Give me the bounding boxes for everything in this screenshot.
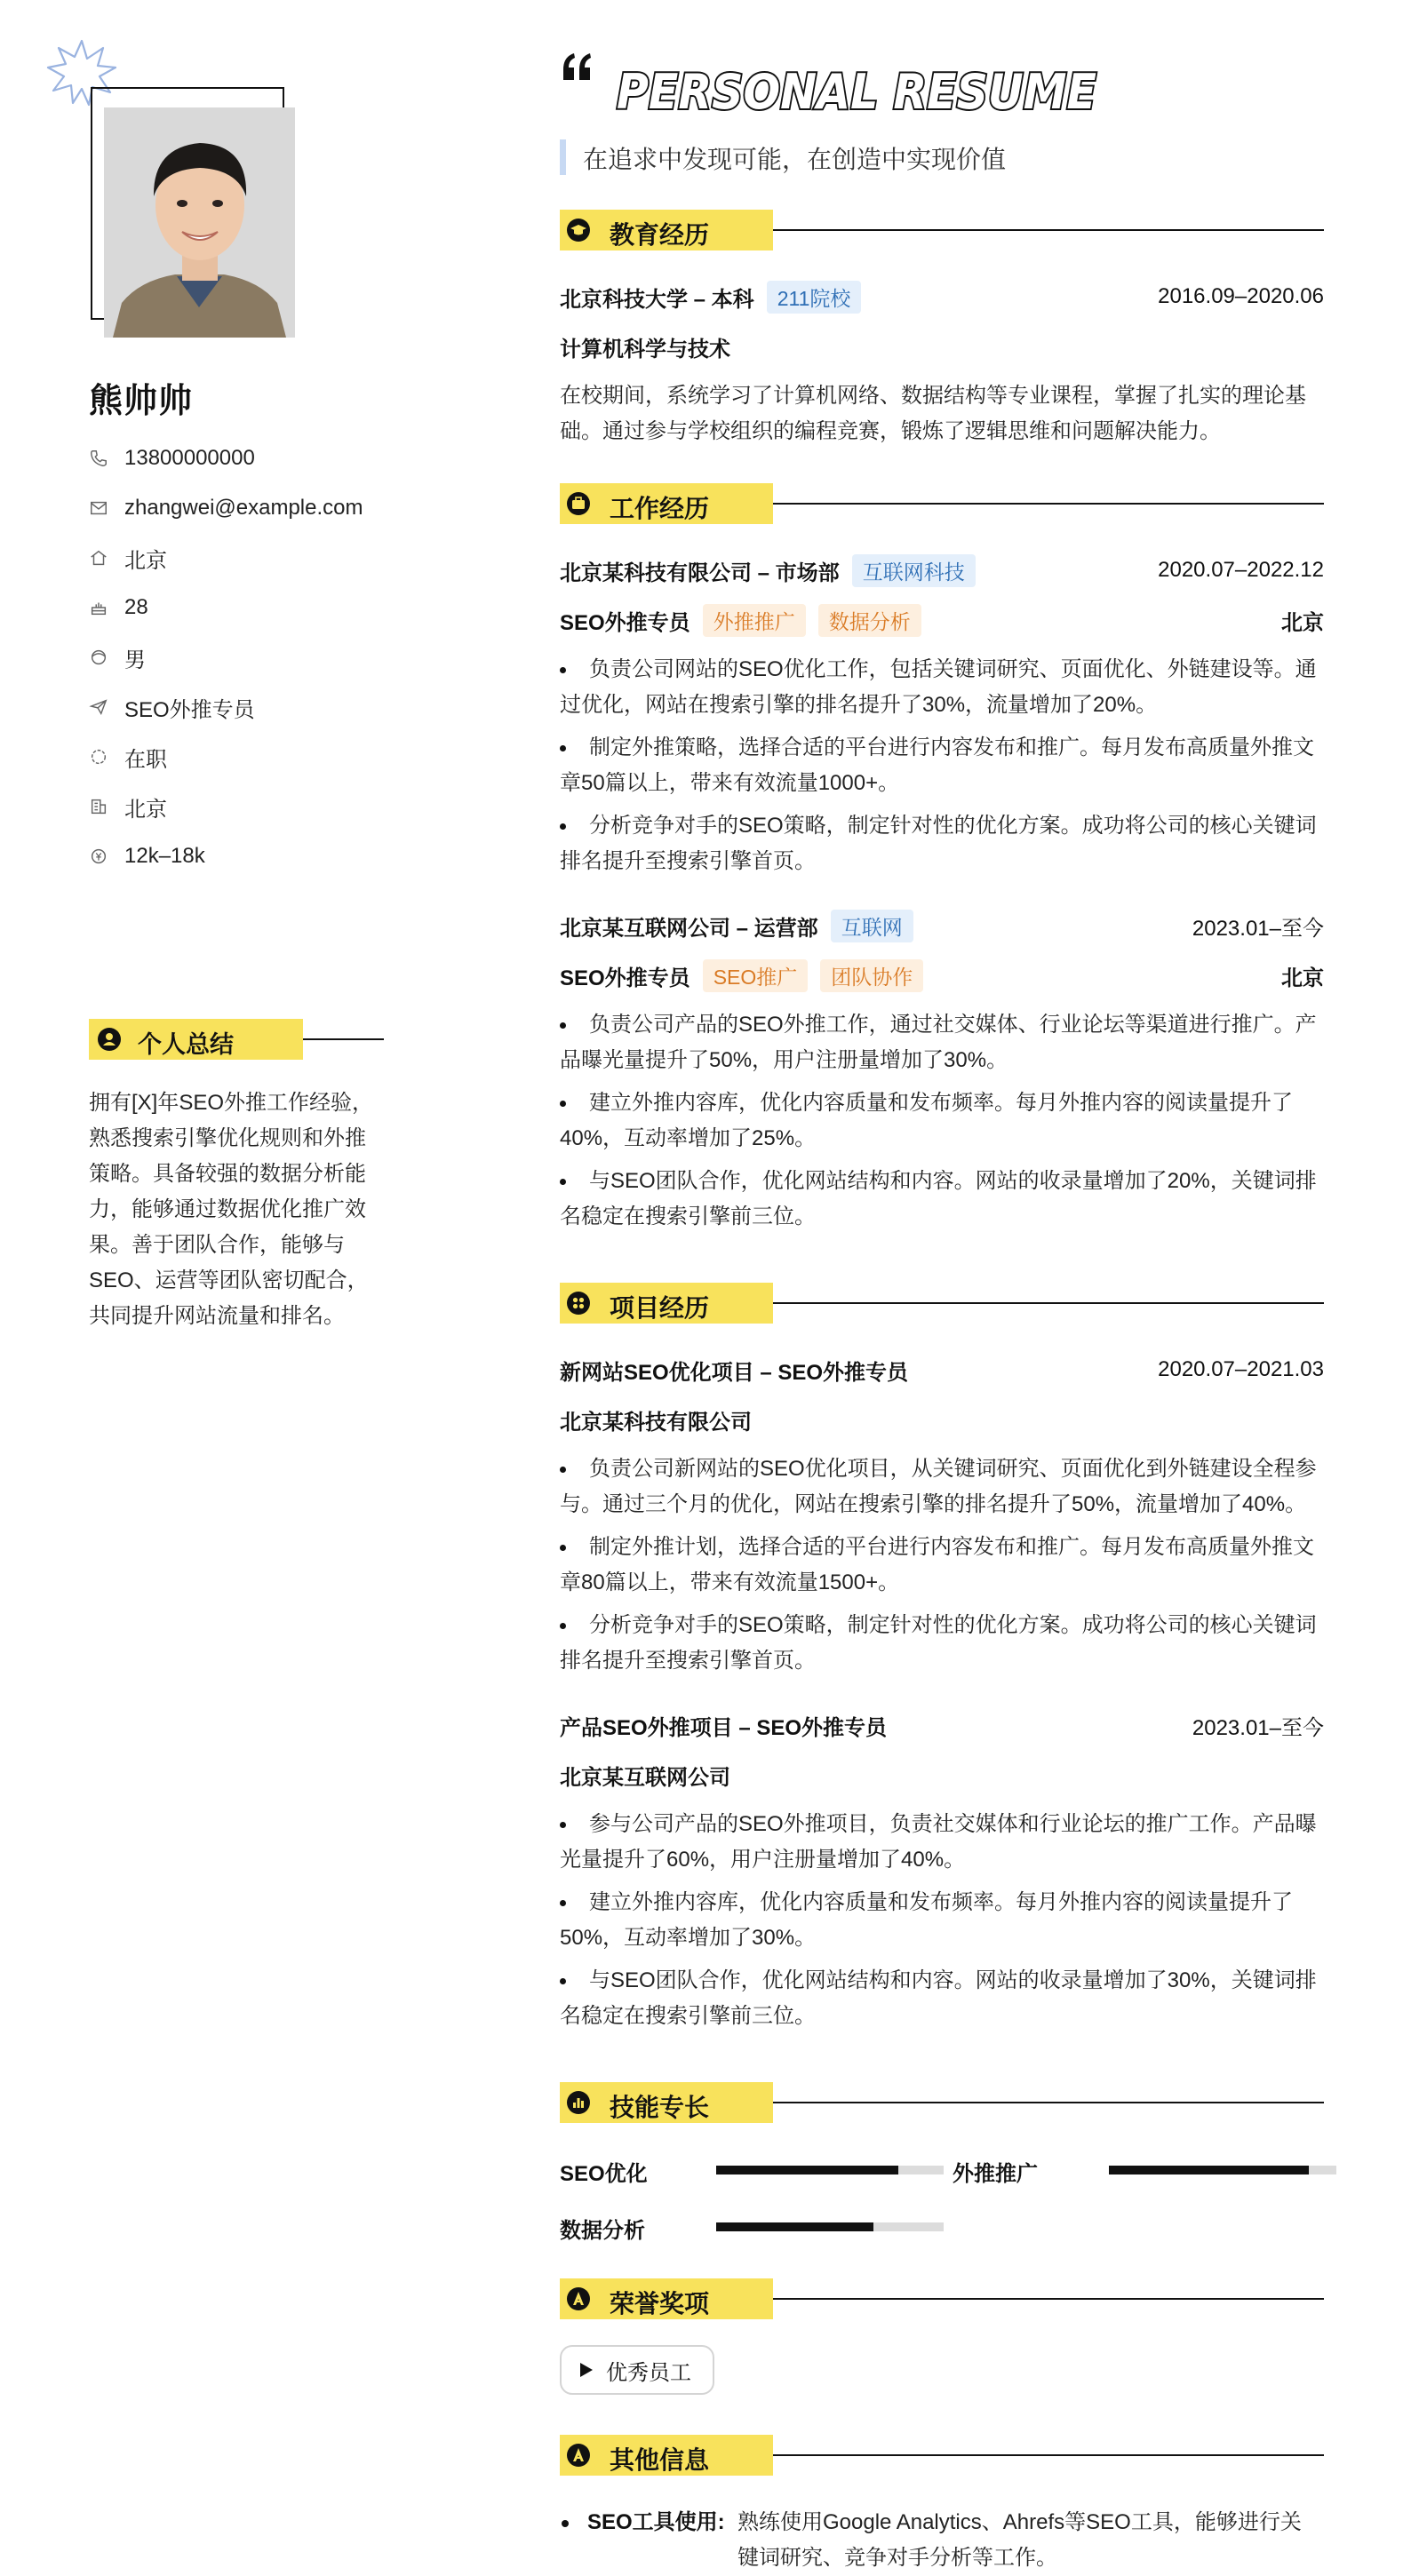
education-desc (560, 378, 1324, 449)
skill-bar-fill (716, 2222, 873, 2231)
user-icon (98, 1028, 121, 1051)
summary-line: SEO、运营等团队密切配合， (89, 1268, 369, 1292)
summary-line: 熟悉搜索引擎优化规则和外推 (89, 1126, 366, 1150)
awards-title: 荣誉奖项 (610, 2290, 710, 2318)
candidate-name: 熊帅帅 (89, 383, 194, 420)
project-org: 北京某科技有限公司 (560, 1410, 752, 1435)
skill-bar-track (1109, 2166, 1336, 2174)
other-value-line: 键词研究、竞争对手分析等工作。 (737, 2546, 1057, 2570)
skill-bar-fill (1109, 2166, 1309, 2174)
other-section-header (560, 2435, 1324, 2476)
work-title: 工作经历 (610, 495, 710, 522)
info-value: 在职 (124, 747, 167, 772)
work-section-header (560, 483, 1324, 524)
summary-line: 果。善于团队合作，能够与 (89, 1233, 345, 1257)
bar-chart-icon (567, 2091, 590, 2114)
info-value: 28 (124, 595, 148, 619)
bullet-dot (560, 745, 566, 751)
job-header-row (560, 908, 1324, 943)
bullet-line: 与SEO团队合作，优化网站结构和内容。网站的收录量增加了30%，关键词排 (589, 1968, 1317, 1992)
skills-section-header (560, 2082, 1324, 2123)
awards-section-header (560, 2278, 1324, 2319)
section-header-line (773, 2298, 1324, 2300)
projects-title: 项目经历 (610, 1294, 710, 1322)
bullet-dot (560, 1822, 566, 1828)
bullet-line: 排名提升至搜索引擎首页。 (560, 849, 816, 873)
bullet-dot (560, 1978, 566, 1984)
job-city: 北京 (1281, 966, 1324, 990)
bullet-dot (560, 1179, 566, 1185)
status-icon (89, 747, 108, 767)
tagline-bar (560, 139, 566, 175)
skills-title: 技能专长 (610, 2094, 710, 2121)
project-org-row (560, 1402, 1324, 1437)
project-name: 产品SEO外推项目 – SEO外推专员 (560, 1715, 888, 1740)
bullet-dot (560, 1022, 566, 1029)
info-value: 北京 (124, 797, 167, 822)
skill-tag: SEO推广 (703, 959, 809, 992)
section-header-line (773, 1302, 1324, 1304)
section-header-line (773, 2454, 1324, 2456)
gender-icon (89, 648, 108, 667)
bullet-line: 章50篇以上，带来有效流量1000+。 (560, 771, 900, 795)
bullet-line: 制定外推计划，选择合适的平台进行内容发布和推广。每月发布高质量外推文 (589, 1535, 1314, 1559)
bullet-dot (560, 667, 566, 673)
bullet-dot (560, 1900, 566, 1906)
project-org-row (560, 1757, 1324, 1793)
cake-icon (89, 598, 108, 617)
projects-section-header (560, 1283, 1324, 1324)
school-name: 北京科技大学 – 本科 (560, 287, 754, 312)
bullet-dot (560, 1545, 566, 1551)
bullet-line: 负责公司新网站的SEO优化项目，从关键词研究、页面优化到外链建设全程参 (589, 1457, 1317, 1481)
tagline: 在追求中发现可能，在创造中实现价值 (583, 146, 1007, 173)
bullet-line: 建立外推内容库，优化内容质量和发布频率。每月外推内容的阅读量提升了 (589, 1091, 1293, 1115)
info-gender (89, 640, 146, 675)
bullet-line: 分析竞争对手的SEO策略，制定针对性的优化方案。成功将公司的核心关键词 (589, 814, 1317, 838)
bullet-line: 光量提升了60%，用户注册量增加了40%。 (560, 1848, 966, 1872)
company-tag: 互联网科技 (852, 554, 976, 587)
education-school-row (560, 279, 1324, 314)
bullet-line: 制定外推策略，选择合适的平台进行内容发布和推广。每月发布高质量外推文 (589, 735, 1314, 759)
bullet-dot (560, 1467, 566, 1473)
job-header-row (560, 553, 1324, 588)
education-section-header (560, 210, 1324, 250)
education-desc-line: 在校期间，系统学习了计算机网络、数据结构等专业课程，掌握了扎实的理论基 (560, 384, 1306, 408)
info-value: 12k–18k (124, 844, 205, 868)
job-role-row (560, 958, 1324, 993)
info-phone (89, 441, 255, 476)
bullet-dot (560, 823, 566, 830)
graduation-cap-icon (567, 219, 590, 242)
bullet-line: 建立外推内容库，优化内容质量和发布频率。每月外推内容的阅读量提升了 (589, 1890, 1293, 1914)
bullet-dot (560, 1623, 566, 1629)
education-title: 教育经历 (610, 221, 710, 249)
summary-line: 力，能够通过数据优化推广效 (89, 1197, 366, 1221)
job-role-row (560, 602, 1324, 638)
section-header-line (773, 503, 1324, 505)
job-city: 北京 (1281, 610, 1324, 635)
summary-line: 共同提升网站流量和排名。 (89, 1304, 345, 1328)
education-date: 2016.09–2020.06 (1158, 284, 1324, 308)
resume-title (615, 59, 1102, 126)
bullet-line: 排名提升至搜索引擎首页。 (560, 1649, 816, 1673)
info-age (89, 590, 148, 625)
quote-icon (560, 50, 595, 85)
bullet-line: 负责公司产品的SEO外推工作，通过社交媒体、行业论坛等渠道进行推广。产 (589, 1013, 1317, 1037)
section-header-line (303, 1038, 384, 1040)
bullet-line: 品曝光量提升了50%，用户注册量增加了30%。 (560, 1048, 1008, 1072)
avatar-photo (104, 107, 295, 338)
other-value-line: 熟练使用Google Analytics、Ahrefs等SEO工具，能够进行关 (737, 2510, 1302, 2534)
job-company: 北京某科技有限公司 – 市场部 (560, 561, 840, 585)
info-a-icon (567, 2444, 590, 2467)
skill-tag: 外推推广 (703, 604, 806, 637)
project-header-row (560, 1352, 1324, 1387)
info-value: zhangwei@example.com (124, 496, 363, 520)
bullet-line: 名稳定在搜索引擎前三位。 (560, 1205, 816, 1228)
summary-text (89, 1085, 391, 1334)
resume-title-text: PERSONAL RESUME (617, 64, 1097, 120)
bullet-line: 参与公司产品的SEO外推项目，负责社交媒体和行业论坛的推广工作。产品曝 (589, 1812, 1317, 1836)
job-role: SEO外推专员 (560, 966, 690, 990)
bullet-line: 与SEO团队合作，优化网站结构和内容。网站的收录量增加了20%，关键词排 (589, 1169, 1317, 1193)
award-chip (560, 2345, 714, 2395)
project-date: 2020.07–2021.03 (1158, 1357, 1324, 1381)
grid-icon (567, 1292, 590, 1315)
bullet-line: 分析竞争对手的SEO策略，制定针对性的优化方案。成功将公司的核心关键词 (589, 1613, 1317, 1637)
other-title: 其他信息 (610, 2446, 710, 2474)
bullet-line: 40%，互动率增加了25%。 (560, 1126, 817, 1150)
project-header-row (560, 1707, 1324, 1743)
info-value: SEO外推专员 (124, 697, 255, 722)
bullet-line: 50%，互动率增加了30%。 (560, 1926, 817, 1950)
summary-title: 个人总结 (138, 1031, 234, 1058)
skill-name: 外推推广 (953, 2162, 1038, 2186)
info-status (89, 739, 167, 775)
info-value: 北京 (124, 548, 167, 573)
skill-tag: 团队协作 (820, 959, 923, 992)
info-home (89, 540, 167, 576)
school-tag: 211院校 (767, 281, 862, 314)
building-icon (89, 797, 108, 816)
company-tag: 互联网 (831, 910, 913, 942)
skill-bar-fill (716, 2166, 898, 2174)
info-city (89, 789, 167, 824)
major: 计算机科学与技术 (560, 337, 730, 362)
education-major-row (560, 329, 1324, 364)
home-icon (89, 548, 108, 568)
bullet-line: 与。通过三个月的优化，网站在搜索引擎的排名提升了50%，流量增加了40%。 (560, 1492, 1307, 1516)
summary-section-header (89, 1019, 384, 1060)
education-desc-line: 础。通过参与学校组织的编程竞赛，锻炼了逻辑思维和问题解决能力。 (560, 419, 1221, 443)
job-date: 2023.01–至今 (1192, 916, 1324, 941)
job-company: 北京某互联网公司 – 运营部 (560, 916, 818, 941)
award-label: 优秀员工 (606, 2360, 691, 2385)
bullet-line: 章80篇以上，带来有效流量1500+。 (560, 1570, 900, 1594)
project-date: 2023.01–至今 (1192, 1715, 1324, 1740)
mail-icon (89, 498, 108, 518)
info-salary (89, 839, 205, 874)
section-header-line (773, 2102, 1324, 2103)
info-position (89, 689, 255, 725)
info-value: 男 (124, 648, 146, 672)
award-icon (567, 2287, 590, 2310)
job-date: 2020.07–2022.12 (1158, 558, 1324, 582)
send-icon (89, 697, 108, 717)
phone-icon (89, 449, 108, 468)
skill-bar-track (716, 2222, 944, 2231)
other-key: SEO工具使用: (587, 2510, 725, 2534)
skill-name: SEO优化 (560, 2162, 648, 2186)
project-org: 北京某互联网公司 (560, 1765, 730, 1790)
bullet-dot (560, 1101, 566, 1107)
skill-name: 数据分析 (560, 2219, 645, 2243)
project-name: 新网站SEO优化项目 – SEO外推专员 (560, 1360, 909, 1385)
info-value: 13800000000 (124, 446, 255, 470)
skill-tag: 数据分析 (818, 604, 921, 637)
bullet-line: 负责公司网站的SEO优化工作，包括关键词研究、页面优化、外链建设等。通 (589, 657, 1317, 681)
skill-bar-track (716, 2166, 944, 2174)
info-email (89, 490, 363, 526)
play-icon (579, 2362, 594, 2378)
salary-icon (89, 847, 108, 866)
briefcase-icon (567, 492, 590, 515)
bullet-dot (562, 2520, 569, 2527)
summary-line: 拥有[X]年SEO外推工作经验， (89, 1091, 374, 1115)
bullet-line: 名稳定在搜索引擎前三位。 (560, 2004, 816, 2028)
summary-line: 策略。具备较强的数据分析能 (89, 1162, 366, 1186)
bullet-line: 过优化，网站在搜索引擎的排名提升了30%，流量增加了20%。 (560, 693, 1158, 717)
section-header-line (773, 229, 1324, 231)
job-role: SEO外推专员 (560, 610, 690, 635)
